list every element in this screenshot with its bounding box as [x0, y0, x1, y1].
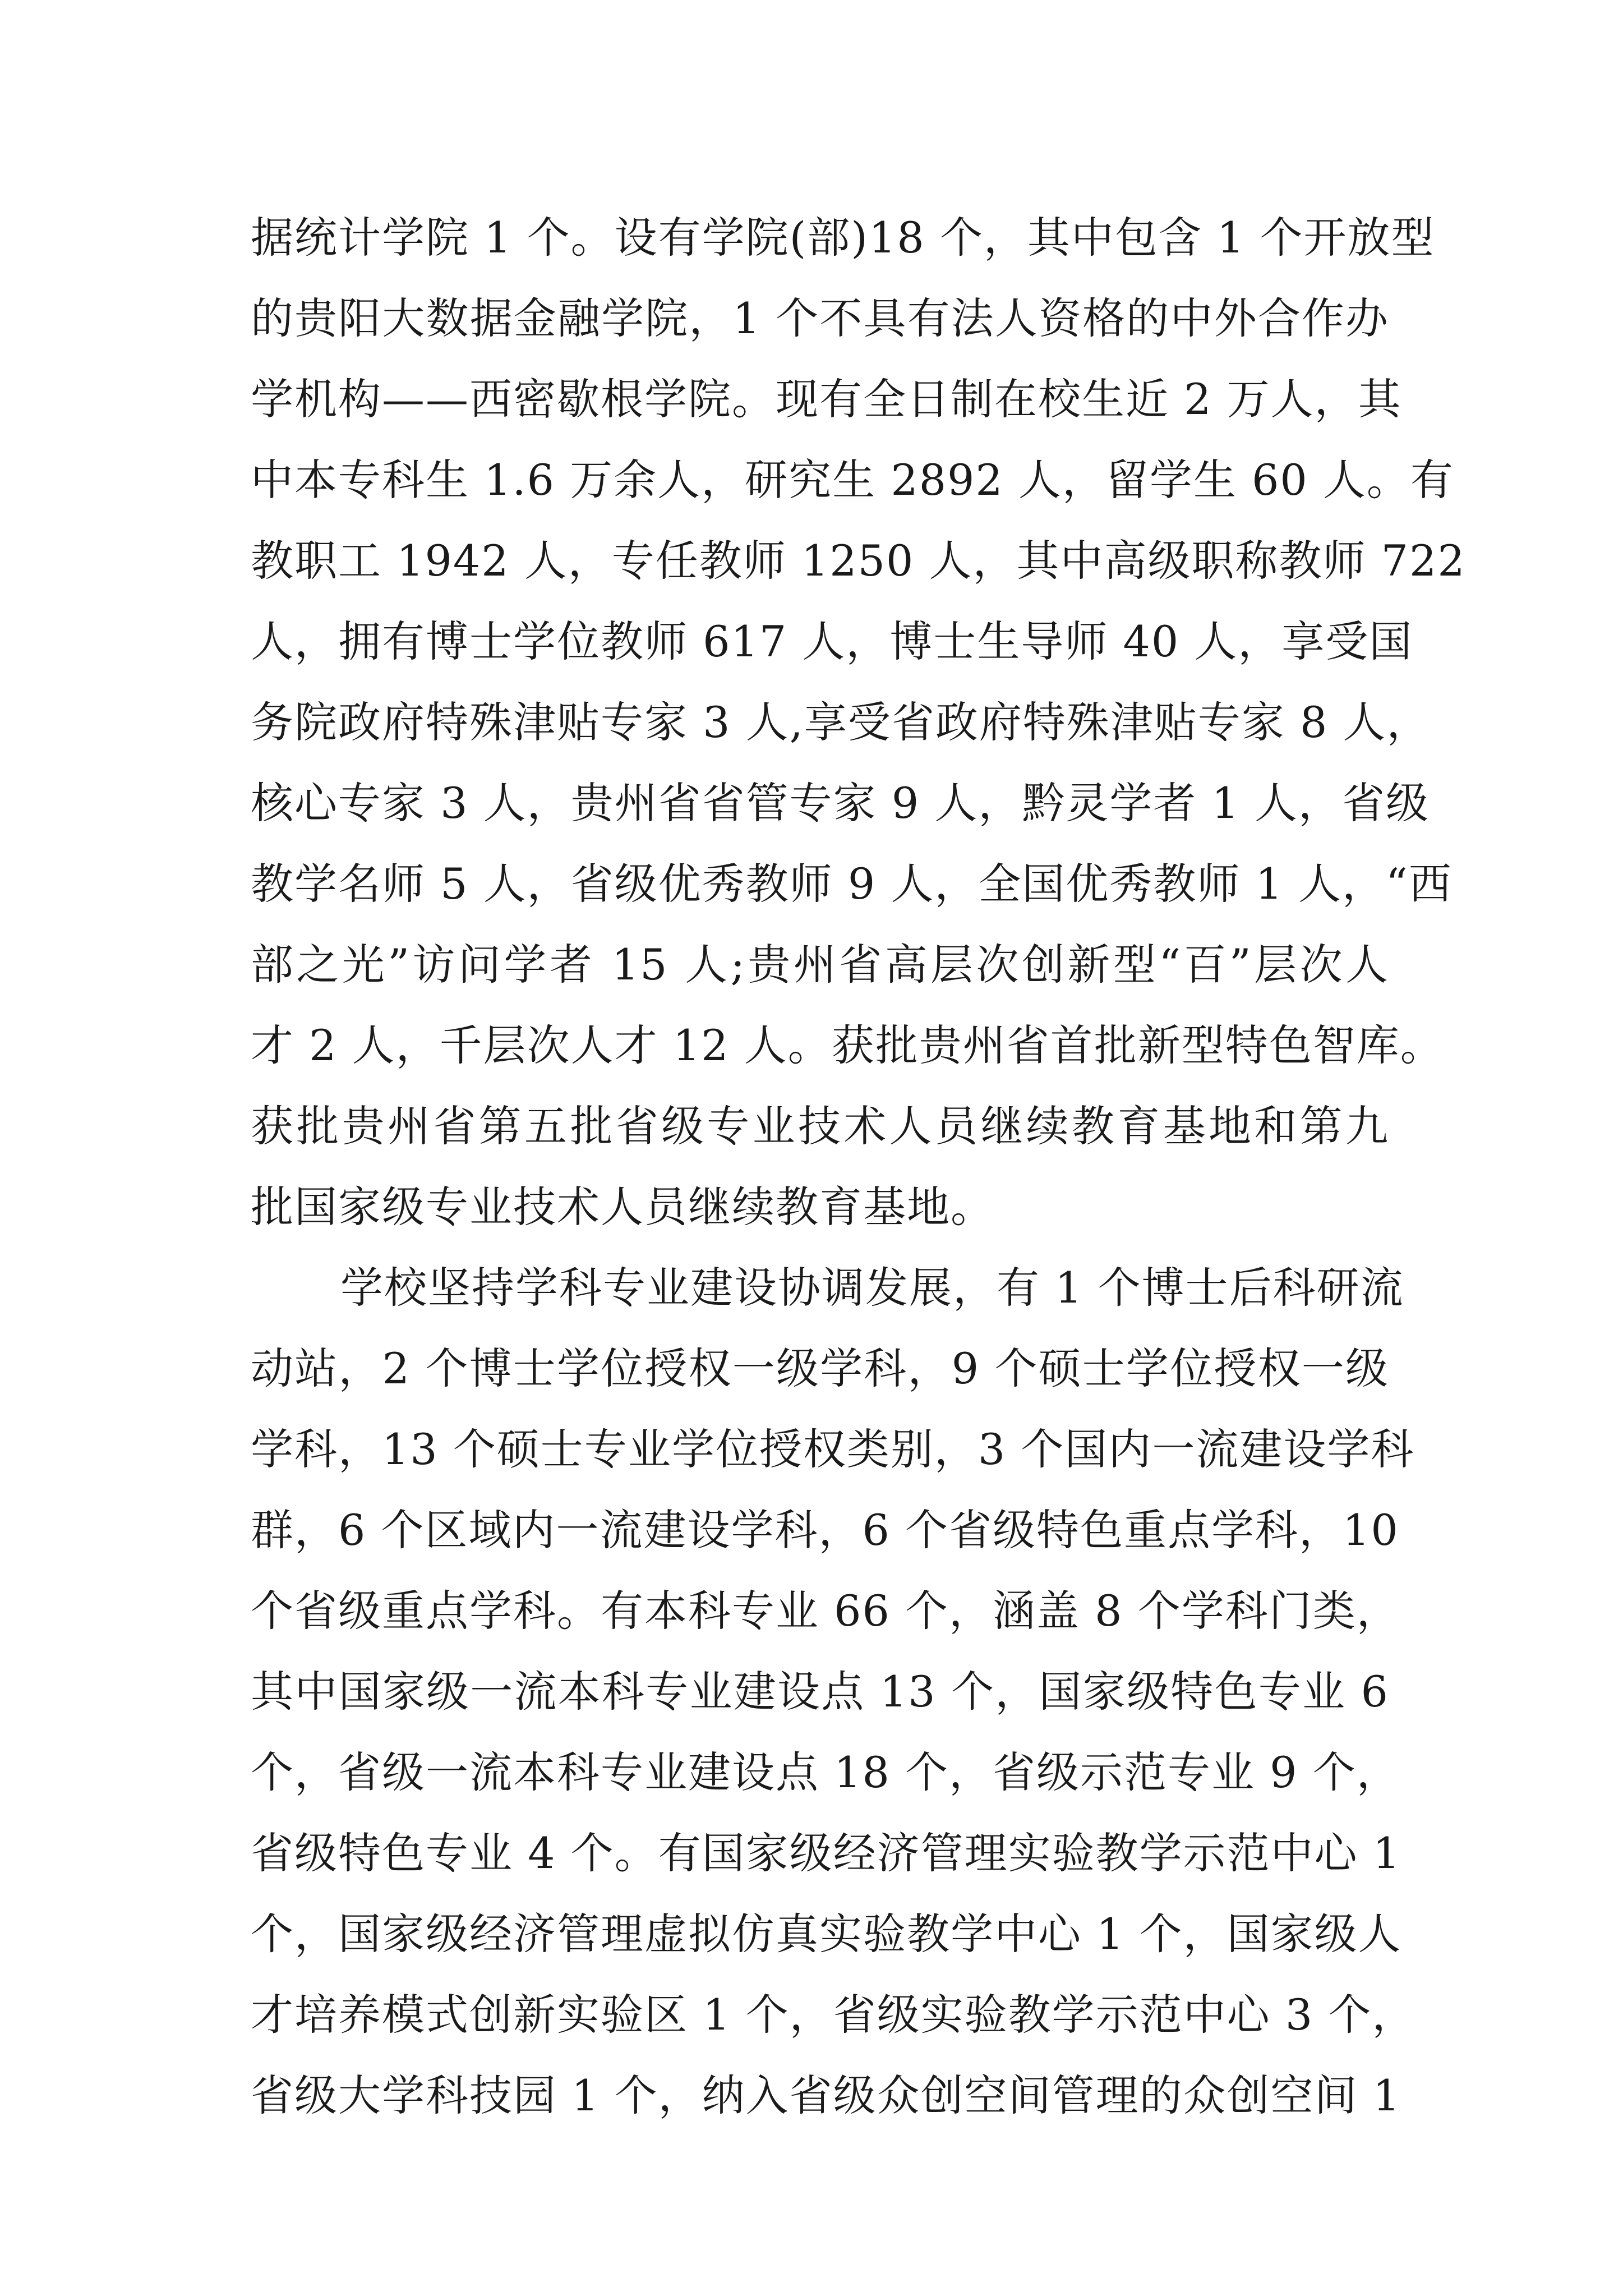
text-line: 批国家级专业技术人员继续教育基地。 — [251, 1182, 994, 1232]
text-line: 学校坚持学科专业建设协调发展，有 1 个博士后科研流 — [340, 1263, 1404, 1313]
text-line: 获批贵州省第五批省级专业技术人员继续教育基地和第九 — [251, 1101, 1389, 1151]
text-line: 动站，2 个博士学位授权一级学科，9 个硕士学位授权一级 — [251, 1343, 1389, 1393]
text-line: 才培养模式创新实验区 1 个，省级实验教学示范中心 3 个， — [251, 1990, 1416, 2040]
text-line: 省级特色专业 4 个。有国家级经济管理实验教学示范中心 1 — [251, 1828, 1401, 1878]
text-line: 群，6 个区域内一流建设学科，6 个省级特色重点学科，10 — [251, 1505, 1399, 1555]
text-line: 务院政府特殊津贴专家 3 人,享受省政府特殊津贴专家 8 人， — [251, 697, 1431, 747]
text-line: 教学名师 5 人，省级优秀教师 9 人，全国优秀教师 1 人，“西 — [251, 859, 1453, 909]
text-line: 的贵阳大数据金融学院，1 个不具有法人资格的中外合作办 — [251, 293, 1389, 343]
text-line: 中本专科生 1.6 万余人，研究生 2892 人，留学生 60 人。有 — [251, 455, 1454, 505]
text-line: 部之光”访问学者 15 人;贵州省高层次创新型“百”层次人 — [251, 940, 1389, 990]
document-body — [251, 197, 1466, 2136]
text-line: 学机构——西密歇根学院。现有全日制在校生近 2 万人，其 — [251, 374, 1402, 424]
text-line: 学科，13 个硕士专业学位授权类别，3 个国内一流建设学科 — [251, 1424, 1415, 1474]
text-line: 人，拥有博士学位教师 617 人，博士生导师 40 人，享受国 — [251, 616, 1413, 666]
text-line: 才 2 人，千层次人才 12 人。获批贵州省首批新型特色智库。 — [251, 1020, 1444, 1070]
text-line: 个，国家级经济管理虚拟仿真实验教学中心 1 个，国家级人 — [251, 1909, 1402, 1959]
paragraph-2 — [251, 1248, 1416, 2136]
text-line: 个，省级一流本科专业建设点 18 个，省级示范专业 9 个， — [251, 1747, 1400, 1797]
text-line: 教职工 1942 人，专任教师 1250 人，其中高级职称教师 722 — [251, 536, 1466, 586]
text-line: 个省级重点学科。有本科专业 66 个，涵盖 8 个学科门类， — [251, 1586, 1400, 1636]
text-line: 核心专家 3 人，贵州省省管专家 9 人，黔灵学者 1 人，省级 — [251, 778, 1430, 828]
text-line: 省级大学科技园 1 个，纳入省级众创空间管理的众创空间 1 — [251, 2070, 1401, 2120]
paragraph-1 — [251, 197, 1466, 1248]
text-line: 其中国家级一流本科专业建设点 13 个，国家级特色专业 6 — [251, 1667, 1389, 1717]
text-line: 据统计学院 1 个。设有学院(部)18 个，其中包含 1 个开放型 — [251, 213, 1435, 263]
